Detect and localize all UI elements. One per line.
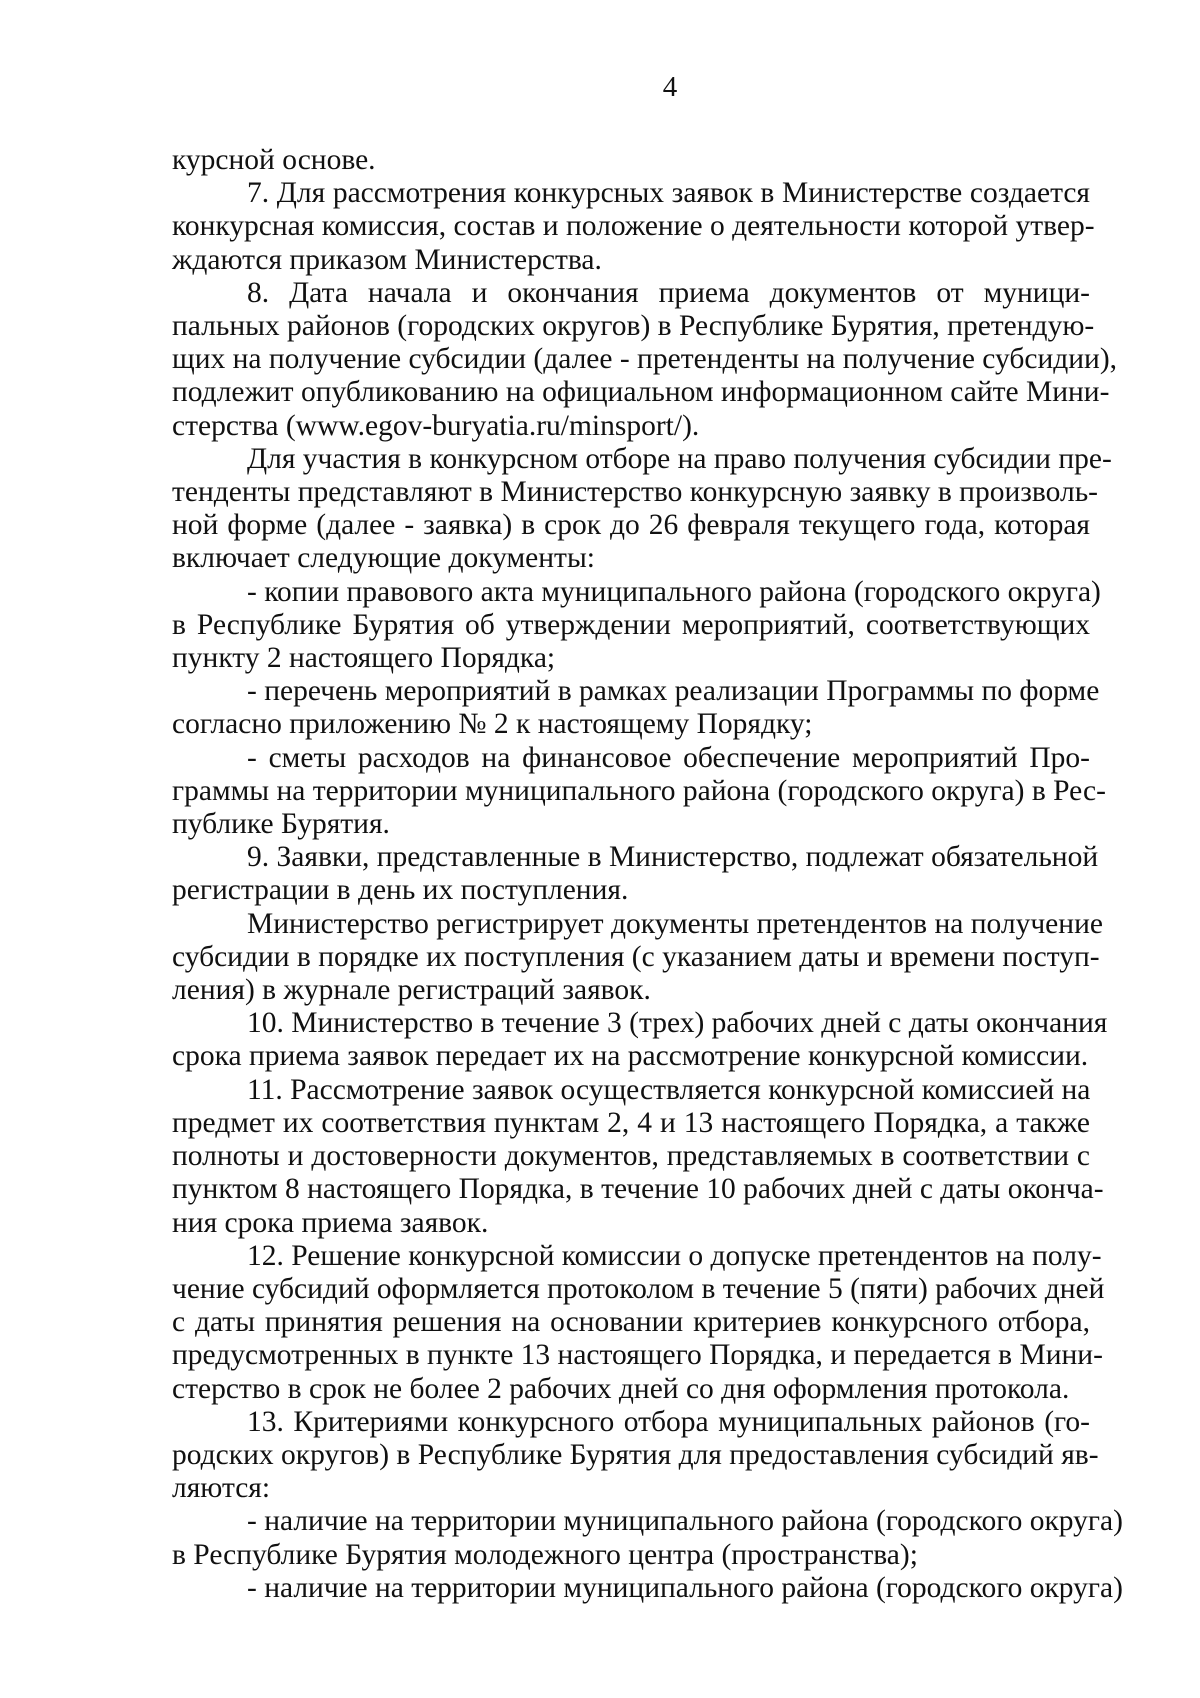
text-line: 11. Рассмотрение заявок осуществляется конкурсной комиссией на [247, 1073, 1091, 1106]
text-line: в Республике Бурятия молодежного центра (пространства); [172, 1538, 918, 1571]
text-line: регистрации в день их поступления. [172, 874, 629, 907]
paragraph-p0 [172, 144, 1090, 177]
text-line: ждаются приказом Министерства. [172, 243, 602, 276]
text-line: тенденты представляют в Министерство конкурсную заявку в произволь- [172, 476, 1098, 509]
text-line: 8. Дата начала и окончания приема документов от муници- [247, 276, 1090, 309]
paragraph-p13a [172, 1505, 1123, 1571]
text-line: включает следующие документы: [172, 542, 595, 575]
text-line: ления) в журнале регистраций заявок. [172, 974, 651, 1007]
text-line: полноты и достоверности документов, представляемых в соответствии с [172, 1140, 1090, 1173]
paragraph-p13b [172, 1571, 1123, 1605]
paragraph-p9 [172, 841, 1099, 907]
paragraph-p10 [172, 1007, 1108, 1073]
paragraph-p8 [172, 276, 1118, 443]
text-line: предусмотренных в пункте 13 настоящего Порядка, и передается в Мини- [172, 1339, 1103, 1372]
text-line: конкурсная комиссия, состав и положение о деятельности которой утвер- [172, 210, 1095, 243]
text-line: - наличие на территории муниципального района (городского округа) [247, 1505, 1123, 1538]
paragraph-p12 [172, 1239, 1105, 1406]
text-line: - копии правового акта муниципального района (городского округа) [247, 575, 1101, 608]
text-line: - сметы расходов на финансовое обеспечение мероприятий Про- [247, 741, 1090, 774]
paragraph-p11 [172, 1073, 1104, 1240]
text-line: - перечень мероприятий в рамках реализации Программы по форме [247, 675, 1100, 708]
text-line: 13. Критериями конкурсного отбора муниципальных районов (го- [247, 1405, 1090, 1438]
text-line: стерство в срок не более 2 рабочих дней со дня оформления протокола. [172, 1372, 1070, 1405]
text-line: 7. Для рассмотрения конкурсных заявок в Министерстве создается [247, 177, 1090, 210]
text-line: согласно приложению № 2 к настоящему Порядку; [172, 708, 813, 741]
text-line: в Республике Бурятия об утверждении мероприятий, соответствующих [172, 608, 1090, 641]
text-line: 10. Министерство в течение 3 (трех) рабочих дней с даты окончания [247, 1007, 1108, 1040]
text-line: - наличие на территории муниципального района (городского округа) [247, 1571, 1123, 1604]
text-line: щих на получение субсидии (далее - претенденты на получение субсидии), [172, 343, 1118, 376]
text-line: предмет их соответствия пунктам 2, 4 и 13 настоящего Порядка, а также [172, 1106, 1090, 1139]
text-line: Министерство регистрирует документы претендентов на получение [247, 907, 1103, 940]
text-line: пальных районов (городских округов) в Республике Бурятия, претендую- [172, 310, 1095, 343]
text-line: подлежит опубликованию на официальном информационном сайте Мини- [172, 376, 1110, 409]
paragraph-p8d [172, 675, 1100, 741]
paragraph-p8c [172, 575, 1101, 676]
text-line: стерства (www.egov-buryatia.ru/minsport/). [172, 409, 700, 442]
text-line: субсидии в порядке их поступления (с указанием даты и времени поступ- [172, 940, 1100, 973]
paragraph-p8b [172, 442, 1112, 576]
text-line: пунктом 8 настоящего Порядка, в течение 10 рабочих дней с даты оконча- [172, 1173, 1104, 1206]
text-line: родских округов) в Республике Бурятия для предоставления субсидий яв- [172, 1438, 1099, 1471]
paragraph-p7 [172, 177, 1095, 277]
text-line: курсной основе. [172, 144, 376, 176]
text-line: Для участия в конкурсном отборе на право получения субсидии пре- [247, 442, 1112, 475]
paragraph-p13 [172, 1405, 1099, 1506]
paragraph-p9b [172, 907, 1103, 1008]
text-line: 9. Заявки, представленные в Министерство, подлежат обязательной [247, 841, 1099, 874]
paragraph-p8e [172, 741, 1106, 842]
text-line: ния срока приема заявок. [172, 1206, 489, 1239]
text-line: чение субсидий оформляется протоколом в течение 5 (пяти) рабочих дней [172, 1272, 1105, 1305]
text-line: ной форме (далее - заявка) в срок до 26 февраля текущего года, которая [172, 509, 1090, 542]
text-line: публике Бурятия. [172, 808, 390, 841]
text-line: граммы на территории муниципального района (городского округа) в Рес- [172, 774, 1106, 807]
text-line: срока приема заявок передает их на рассмотрение конкурсной комиссии. [172, 1040, 1089, 1073]
text-line: 12. Решение конкурсной комиссии о допуске претендентов на полу- [247, 1239, 1102, 1272]
page-number: 4 [662, 71, 678, 103]
text-line: ляются: [172, 1472, 271, 1505]
document-body [172, 144, 1123, 1605]
text-line: пункту 2 настоящего Порядка; [172, 642, 556, 675]
text-line: с даты принятия решения на основании критериев конкурсного отбора, [172, 1306, 1090, 1339]
